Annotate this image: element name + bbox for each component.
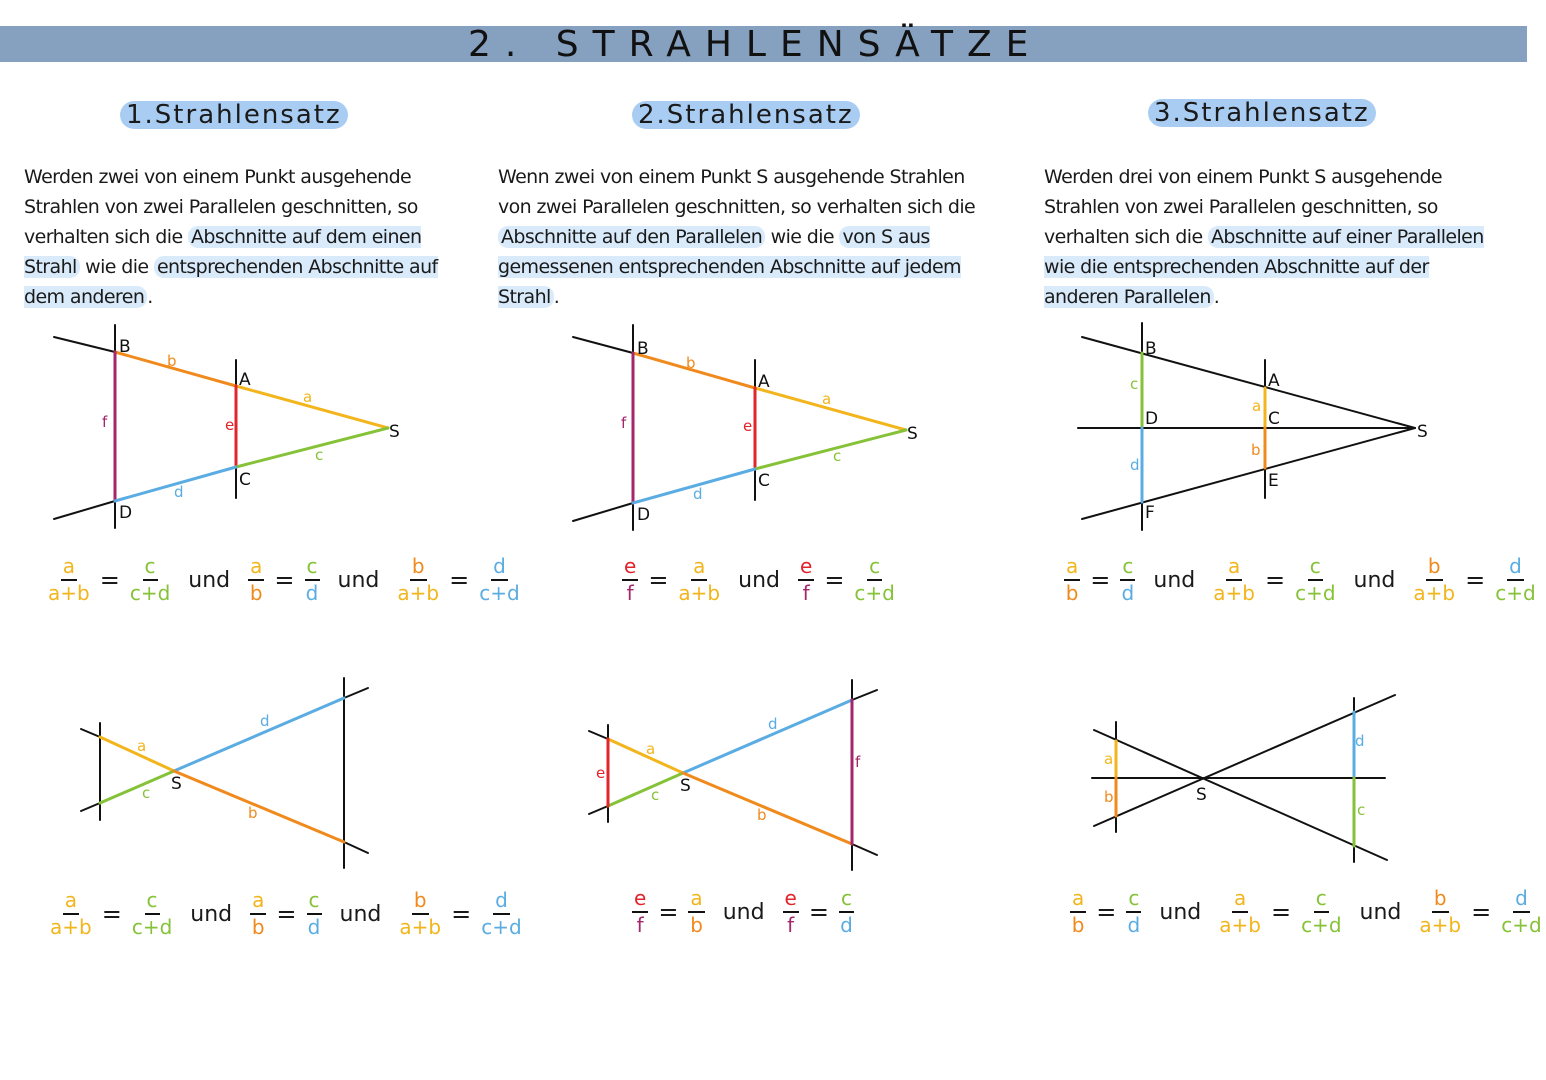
section-title-1: 1.Strahlensatz <box>120 101 348 129</box>
label-b: b <box>1104 788 1114 806</box>
label-e: e <box>743 417 753 435</box>
point-S: S <box>680 776 691 796</box>
label-d: d <box>1355 732 1365 750</box>
label-b: b <box>167 352 177 370</box>
text-run: . <box>1213 286 1220 308</box>
label-f: f <box>102 413 108 431</box>
text-run: . <box>147 286 153 308</box>
formula-1-bottom: $\frac{a}{a+b}$ = $\frac{c}{c+d}$ und $\frac{a}{b}$ = $\frac{c}{d}$ und $\frac{b}{a+b}$ = $\frac{d}{c+d}$ <box>50 888 522 939</box>
point-C: C <box>758 471 770 491</box>
label-a: a <box>1252 397 1262 415</box>
label-b: b <box>757 806 767 824</box>
point-S: S <box>1417 422 1428 442</box>
label-b: b <box>686 354 696 372</box>
point-B: B <box>1145 339 1157 359</box>
highlighted-text: Abschnitte auf einer Parallelen wie die entsprechenden Abschnitte auf der anderen Parallelen <box>1044 226 1484 308</box>
label-d: d <box>768 715 778 733</box>
highlighted-text: Abschnitte auf dem einen Strahl <box>24 226 422 278</box>
label-c: c <box>651 786 660 804</box>
point-S: S <box>171 774 182 794</box>
label-c: c <box>142 784 151 802</box>
label-d: d <box>174 483 184 501</box>
text-run: Wenn zwei von einem Punkt S ausgehende Strahlen von zwei Parallelen geschnitten, so verhalten sich die <box>498 166 976 218</box>
formula-3-bottom: $\frac{a}{b}$ = $\frac{c}{d}$ und $\frac{a}{a+b}$ = $\frac{c}{c+d}$ und $\frac{b}{a+b}$ = $\frac{d}{c+d}$ <box>1071 886 1542 937</box>
point-D: D <box>1145 409 1159 429</box>
point-S: S <box>907 424 918 444</box>
label-c: c <box>315 446 324 464</box>
text-run: Werden zwei von einem Punkt ausgehende Strahlen von zwei Parallelen geschnitten, so verhalten sich die <box>24 166 418 248</box>
label-a: a <box>303 388 313 406</box>
formula-2-bottom: $\frac{e}{f}$ = $\frac{a}{b}$ und $\frac{e}{f}$ = $\frac{c}{d}$ <box>634 886 853 937</box>
point-F: F <box>1145 503 1155 523</box>
point-B: B <box>637 339 649 359</box>
label-f: f <box>621 414 627 432</box>
label-d: d <box>1130 456 1140 474</box>
point-E: E <box>1268 471 1279 491</box>
text-run: . <box>553 286 560 308</box>
point-S: S <box>1196 785 1207 805</box>
section-title-3: 3.Strahlensatz <box>1148 99 1376 127</box>
label-b: b <box>248 804 258 822</box>
point-C: C <box>1268 409 1280 429</box>
point-A: A <box>1268 371 1280 391</box>
highlighted-text: Abschnitte auf den Parallelen <box>498 226 765 248</box>
label-c: c <box>1130 375 1139 393</box>
label-a: a <box>822 390 832 408</box>
label-a: a <box>646 740 656 758</box>
formula-3-top: $\frac{a}{b}$ = $\frac{c}{d}$ und $\frac{a}{a+b}$ = $\frac{c}{c+d}$ und $\frac{b}{a+b}$ = $\frac{d}{c+d}$ <box>1065 554 1536 605</box>
label-e: e <box>225 416 235 434</box>
point-C: C <box>239 470 251 490</box>
label-c: c <box>833 447 842 465</box>
highlighted-text: von S aus gemessenen entsprechenden Abschnitte auf jedem Strahl <box>498 226 961 308</box>
section-title-2: 2.Strahlensatz <box>632 101 860 129</box>
text-run: wie die <box>79 256 154 278</box>
page-title: 2. STRAHLENSÄTZE <box>468 24 1043 65</box>
label-e: e <box>596 764 606 782</box>
point-B: B <box>119 337 131 357</box>
text-run: Werden drei von einem Punkt S ausgehende Strahlen von zwei Parallelen geschnitten, so verhalten sich die <box>1044 166 1442 248</box>
label-a: a <box>1104 750 1114 768</box>
formula-1-top: $\frac{a}{a+b}$ = $\frac{c}{c+d}$ und $\frac{a}{b}$ = $\frac{c}{d}$ und $\frac{b}{a+b}$ = $\frac{d}{c+d}$ <box>48 554 520 605</box>
point-A: A <box>239 370 251 390</box>
point-D: D <box>637 505 651 525</box>
label-f: f <box>855 753 861 771</box>
label-b: b <box>1251 441 1261 459</box>
highlighted-text: entsprechenden Abschnitte auf dem anderen <box>24 256 438 308</box>
label-a: a <box>137 737 147 755</box>
formula-2-top: $\frac{e}{f}$ = $\frac{a}{a+b}$ und $\frac{e}{f}$ = $\frac{c}{c+d}$ <box>624 554 895 605</box>
point-A: A <box>758 372 770 392</box>
label-c: c <box>1357 801 1366 819</box>
label-d: d <box>260 712 270 730</box>
point-S: S <box>389 422 400 442</box>
text-run: wie die <box>765 226 840 248</box>
label-d: d <box>693 485 703 503</box>
point-D: D <box>119 503 133 523</box>
